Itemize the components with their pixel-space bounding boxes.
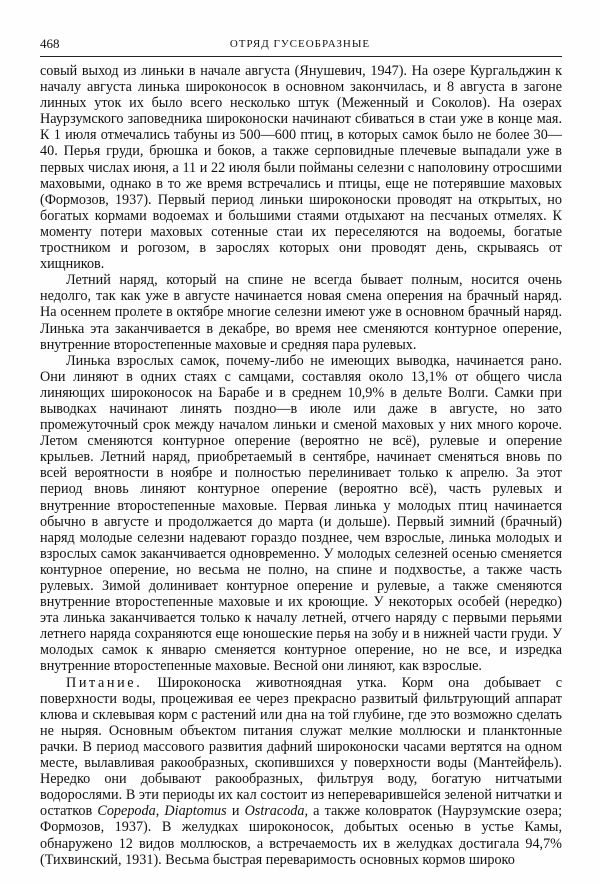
page-number: 468	[40, 36, 60, 51]
body-text	[40, 63, 562, 868]
paragraph-4-connector: и	[226, 803, 245, 820]
paragraph-1: совый выход из линьки в начале августа (Янушевич, 1947). На озере Кургальджин к началу августа линька широконосок в основном закончилась, и 8 августа в загоне линных уток их было всего несколько штук (Меженный и Соколов). На озерах Наурзумского заповедника широконоски начинают сбиваться в стаи уже в конце мая. К 1 июля отмечались табуны из 500—600 птиц, в которых самок было не более 30—40. Перья груди, брюшка и боков, а также серповидные плечевые выпадали уже в первых числах июня, а 11 и 22 июля были пойманы селезни с наполовину отросшими маховыми, однако в то же время встречались и птицы, еще не потерявшие маховых (Формозов, 1937). Первый период линьки широконоски проводят на открытых, но богатых кормами водоемах и большими стаями отдыхают на песчаных отмелях. К моменту потери маховых сотенные стаи их переселяются на водоемы, богатые тростником и рогозом, в зарослях которых они проводят день, скрываясь от хищников.	[40, 63, 562, 273]
paragraph-3: Линька взрослых самок, почему-либо не имеющих выводка, начинается рано. Они линяют в одних стаях с самцами, составляя около 13,1% от общего числа линяющих широконосок на Барабе и в среднем 10,9% в дельте Волги. Самки при выводках начинают линять поздно—в июле или даже в августе, но зато промежуточный срок между началом линьки и сменой маховых у них много короче. Летом сменяются контурное оперение (вероятно не всё), рулевые и оперение крыльев. Летний наряд, приобретаемый в сентябре, начинает сменяться вновь по всей вероятности в ноябре и полностью перелинивает только к апрелю. За этот период вновь линяют контурное оперение (вероятно всё), часть рулевых и внутренние второстепенные маховые. Первая линька у молодых птиц начинается обычно в августе и продолжается до марта (и дольше). Первый зимний (брачный) наряд молодые селезни надевают гораздо позднее, чем взрослые, линька молодых и взрослых самок заканчивается одновременно. У молодых селезней осенью сменяется контурное оперение, но весьма не полно, на спине и подхвостье, а также часть рулевых. Зимой долинивает контурное оперение и рулевые, а также сменяются внутренние второстепенные маховые и их кроющие. У некоторых особей (нередко) эта линька заканчивается только к началу летней, отчего наряду с первыми перьями летнего наряда сохраняются еще юношеские перья на зобу и в нижней части груди. У молодых самок к январю сменяется контурное оперение, но не все, и изредка внутренние второстепенные маховые. Весной они линяют, как взрослые.	[40, 352, 562, 675]
running-title: ОТРЯД ГУСЕОБРАЗНЫЕ	[229, 38, 371, 50]
paragraph-4	[40, 675, 562, 868]
paragraph-4-text-a: Широконоска животноядная утка. Корм она добывает с поверхности воды, процеживая ее через прекрасно развитый фильтрующий аппарат клюва и склевывая корм с растений или дна на той глубине, где это возможно сделать не ныряя. Основным объектом питания служат мелкие моллюски и планктонные рачки. В период массового развития дафний широконоски часами вертятся на одном месте, вылавливая ракообразных, скопившихся у поверхности воды (Мантейфель). Нередко они добывают ракообразных, фильтруя воду, богатую нитчатыми водорослями. В эти периоды их кал состоит из непереварившейся зеленой нитчатки и остатков	[40, 674, 562, 820]
latin-taxa-1: Copepoda, Diaptomus	[97, 803, 227, 820]
paragraph-2: Летний наряд, который на спине не всегда бывает полным, носится очень недолго, так как уже в августе начинается новая смена оперения на брачный наряд. На осеннем пролете в октябре многие селезни имеют уже в основном брачный наряд. Линька эта заканчивается в декабре, во время нее сменяются контурное оперение, внутренние второстепенные маховые и средняя пара рулевых.	[40, 272, 562, 353]
page-header	[40, 36, 560, 52]
section-lead-nutrition: Питание.	[66, 674, 143, 691]
paragraph-4-text-b: а также коловраток (Наурзумские озера; Формозов, 1937). В желудках широконосок, добытых осенью в устье Камы, обнаружено 12 видов моллюсков, а встречаемость их в желудках достигала 94,7% (Тихвинский, 1931). Весьма быстрая переваримость основных кормов широко	[40, 803, 563, 868]
header-rule	[40, 56, 562, 57]
latin-taxa-2: Ostracoda,	[244, 803, 309, 820]
